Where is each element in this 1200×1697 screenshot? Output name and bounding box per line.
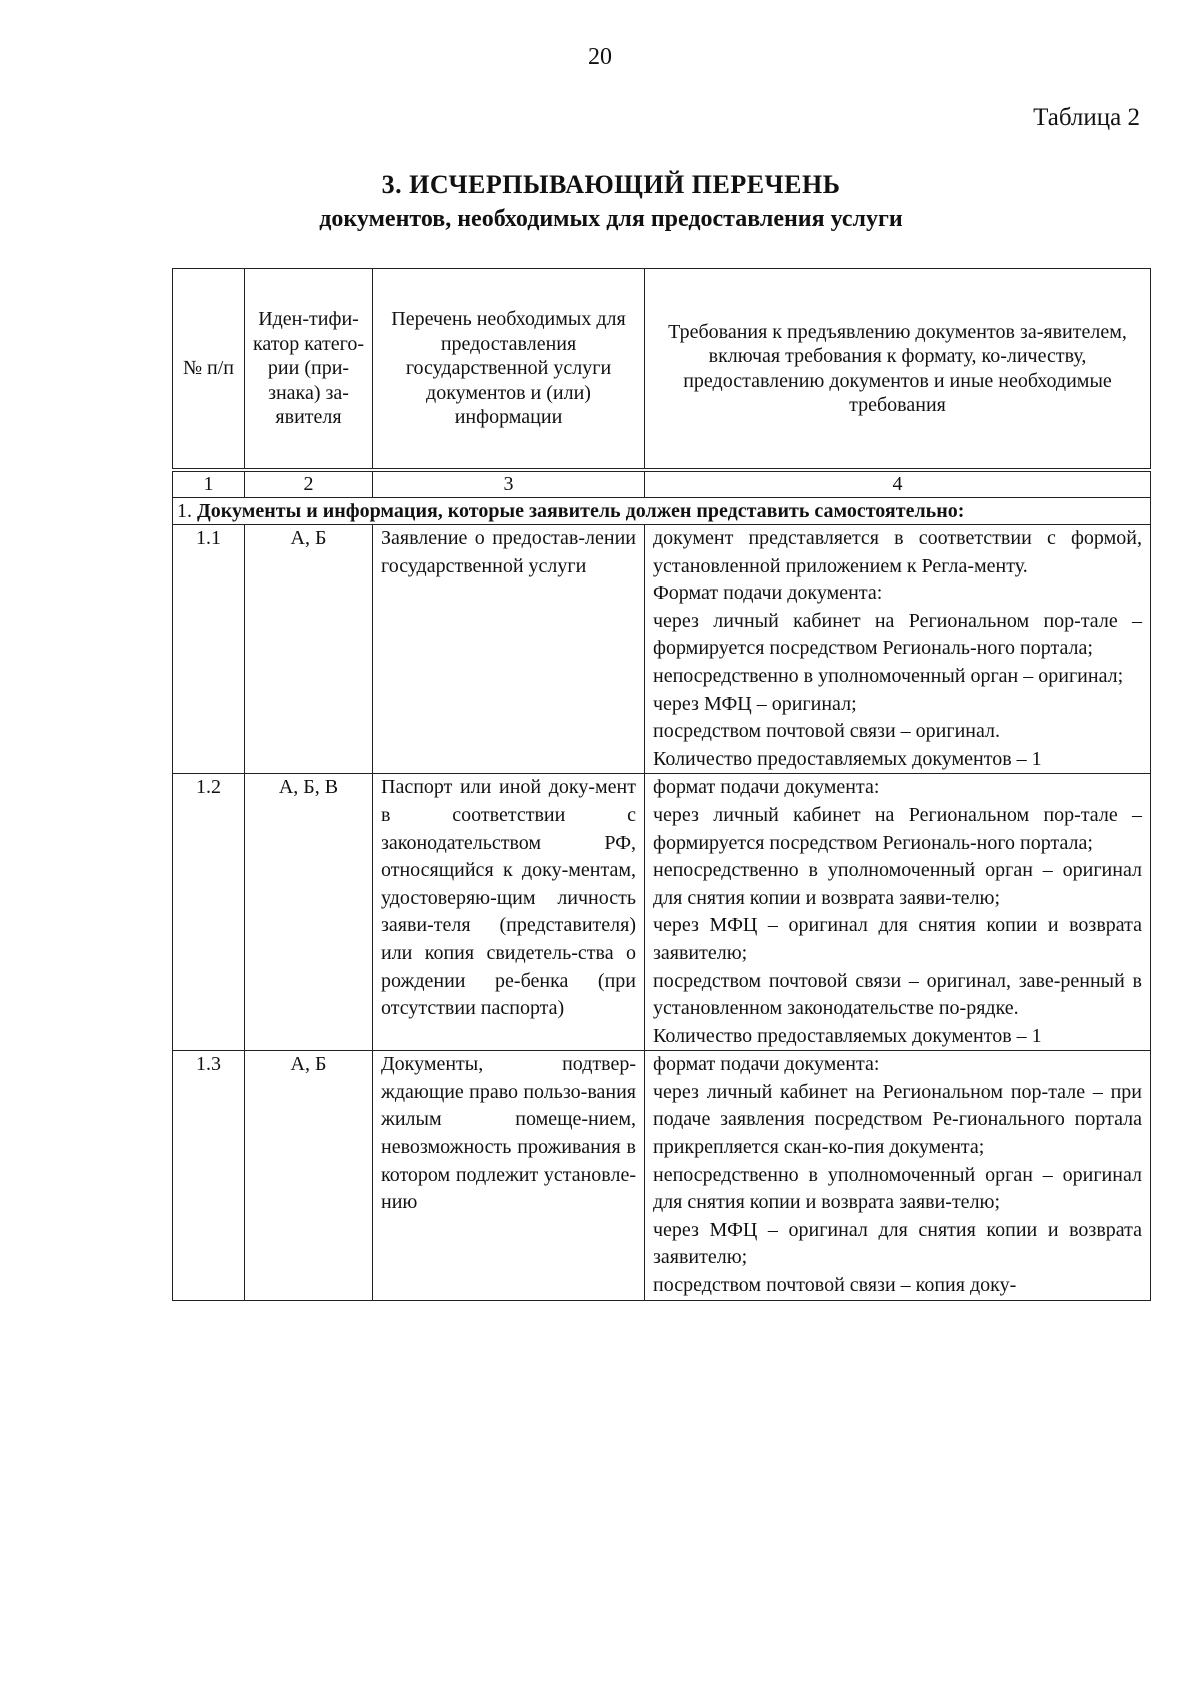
row-category: А, Б (245, 1051, 373, 1300)
column-number: 1 (173, 470, 245, 498)
row-number: 1.1 (173, 525, 245, 774)
section-subtitle: документов, необходимых для предоставления услуги (319, 206, 903, 232)
table-row (173, 774, 1151, 1051)
requirement-line: непосредственно в уполномоченный орган – оригинал для снятия копии и возврата заяви-телю; (653, 859, 1142, 909)
requirement-line: посредством почтовой связи – оригинал. (653, 720, 1001, 743)
table-header-row (173, 269, 1151, 471)
header-cell-number: № п/п (173, 269, 245, 471)
row-requirements (645, 525, 1151, 774)
row-category: А, Б, В (245, 774, 373, 1051)
section-number: 1. (177, 500, 192, 522)
requirement-line: Количество предоставляемых документов – 1 (653, 1024, 1042, 1047)
header-cell-documents: Перечень необходимых для предоставления государственной услуги документов и (или) информации (373, 269, 645, 471)
requirement-line: непосредственно в уполномоченный орган – оригинал для снятия копии и возврата заяви-телю; (653, 1163, 1142, 1214)
row-document: Паспорт или иной доку-мент в соответствии с законодательством РФ, относящийся к доку-ментам, удостоверяю-щим личность заяви-теля (представителя) или копия свидетель-ства о рождении ре-бенка (при отсутствии паспорта) (373, 774, 645, 1051)
header-cell-requirements: Требования к предъявлению документов за-явителем, включая требования к формату, ко-личеству, предоставлению документов и иные необходимые требования (645, 269, 1151, 471)
requirement-line: документ представляется в соответствии с формой, установленной приложением к Регла-менту. (653, 527, 1142, 577)
documents-table (172, 268, 1151, 1301)
table-row (173, 525, 1151, 774)
requirement-line: посредством почтовой связи – копия доку- (653, 1274, 1017, 1297)
column-number: 4 (645, 470, 1151, 498)
requirement-line: посредством почтовой связи – оригинал, заве-ренный в установленном законодательстве по-рядке. (653, 969, 1142, 1020)
section-text: Документы и информация, которые заявитель должен представить самостоятельно: (197, 500, 965, 522)
section-title: 3. ИСЧЕРПЫВАЮЩИЙ ПЕРЕЧЕНЬ (381, 170, 841, 199)
section-heading-cell (173, 498, 1151, 525)
row-requirements (645, 774, 1151, 1051)
requirement-line: Количество предоставляемых документов – 1 (653, 747, 1042, 770)
column-number: 3 (373, 470, 645, 498)
row-number: 1.2 (173, 774, 245, 1051)
table-label: Таблица 2 (1033, 104, 1140, 131)
section-row (173, 498, 1151, 525)
requirement-line: Формат подачи документа: (653, 582, 883, 605)
column-number: 2 (245, 470, 373, 498)
requirement-line: через МФЦ – оригинал для снятия копии и возврата заявителю; (653, 1218, 1142, 1269)
requirement-line: через МФЦ – оригинал для снятия копии и возврата заявителю; (653, 914, 1142, 964)
requirement-line: через личный кабинет на Региональном пор-тале – формируется посредством Региональ-ного портала; (653, 609, 1142, 660)
requirement-line: формат подачи документа: (653, 1053, 880, 1076)
column-numbers-row (173, 470, 1151, 498)
table-row (173, 1051, 1151, 1300)
requirement-line: формат подачи документа: (653, 776, 880, 799)
header-cell-category: Иден-тифи-катор катего-рии (при-знака) за-явителя (245, 269, 373, 471)
row-document: Документы, подтвер-ждающие право пользо-вания жилым помеще-нием, невозможность проживания в котором подлежит установле-нию (373, 1051, 645, 1300)
requirement-line: через личный кабинет на Региональном пор-тале – при подаче заявления посредством Ре-гионального портала прикрепляется скан-ко-пия документа; (653, 1080, 1142, 1159)
row-document: Заявление о предостав-лении государственной услуги (373, 525, 645, 774)
requirement-line: через личный кабинет на Региональном пор-тале – формируется посредством Региональ-ного портала; (653, 803, 1142, 854)
requirement-line: через МФЦ – оригинал; (653, 692, 857, 715)
row-number: 1.3 (173, 1051, 245, 1300)
page-number: 20 (588, 44, 612, 70)
row-category: А, Б (245, 525, 373, 774)
row-requirements (645, 1051, 1151, 1300)
requirement-line: непосредственно в уполномоченный орган – оригинал; (653, 664, 1124, 687)
